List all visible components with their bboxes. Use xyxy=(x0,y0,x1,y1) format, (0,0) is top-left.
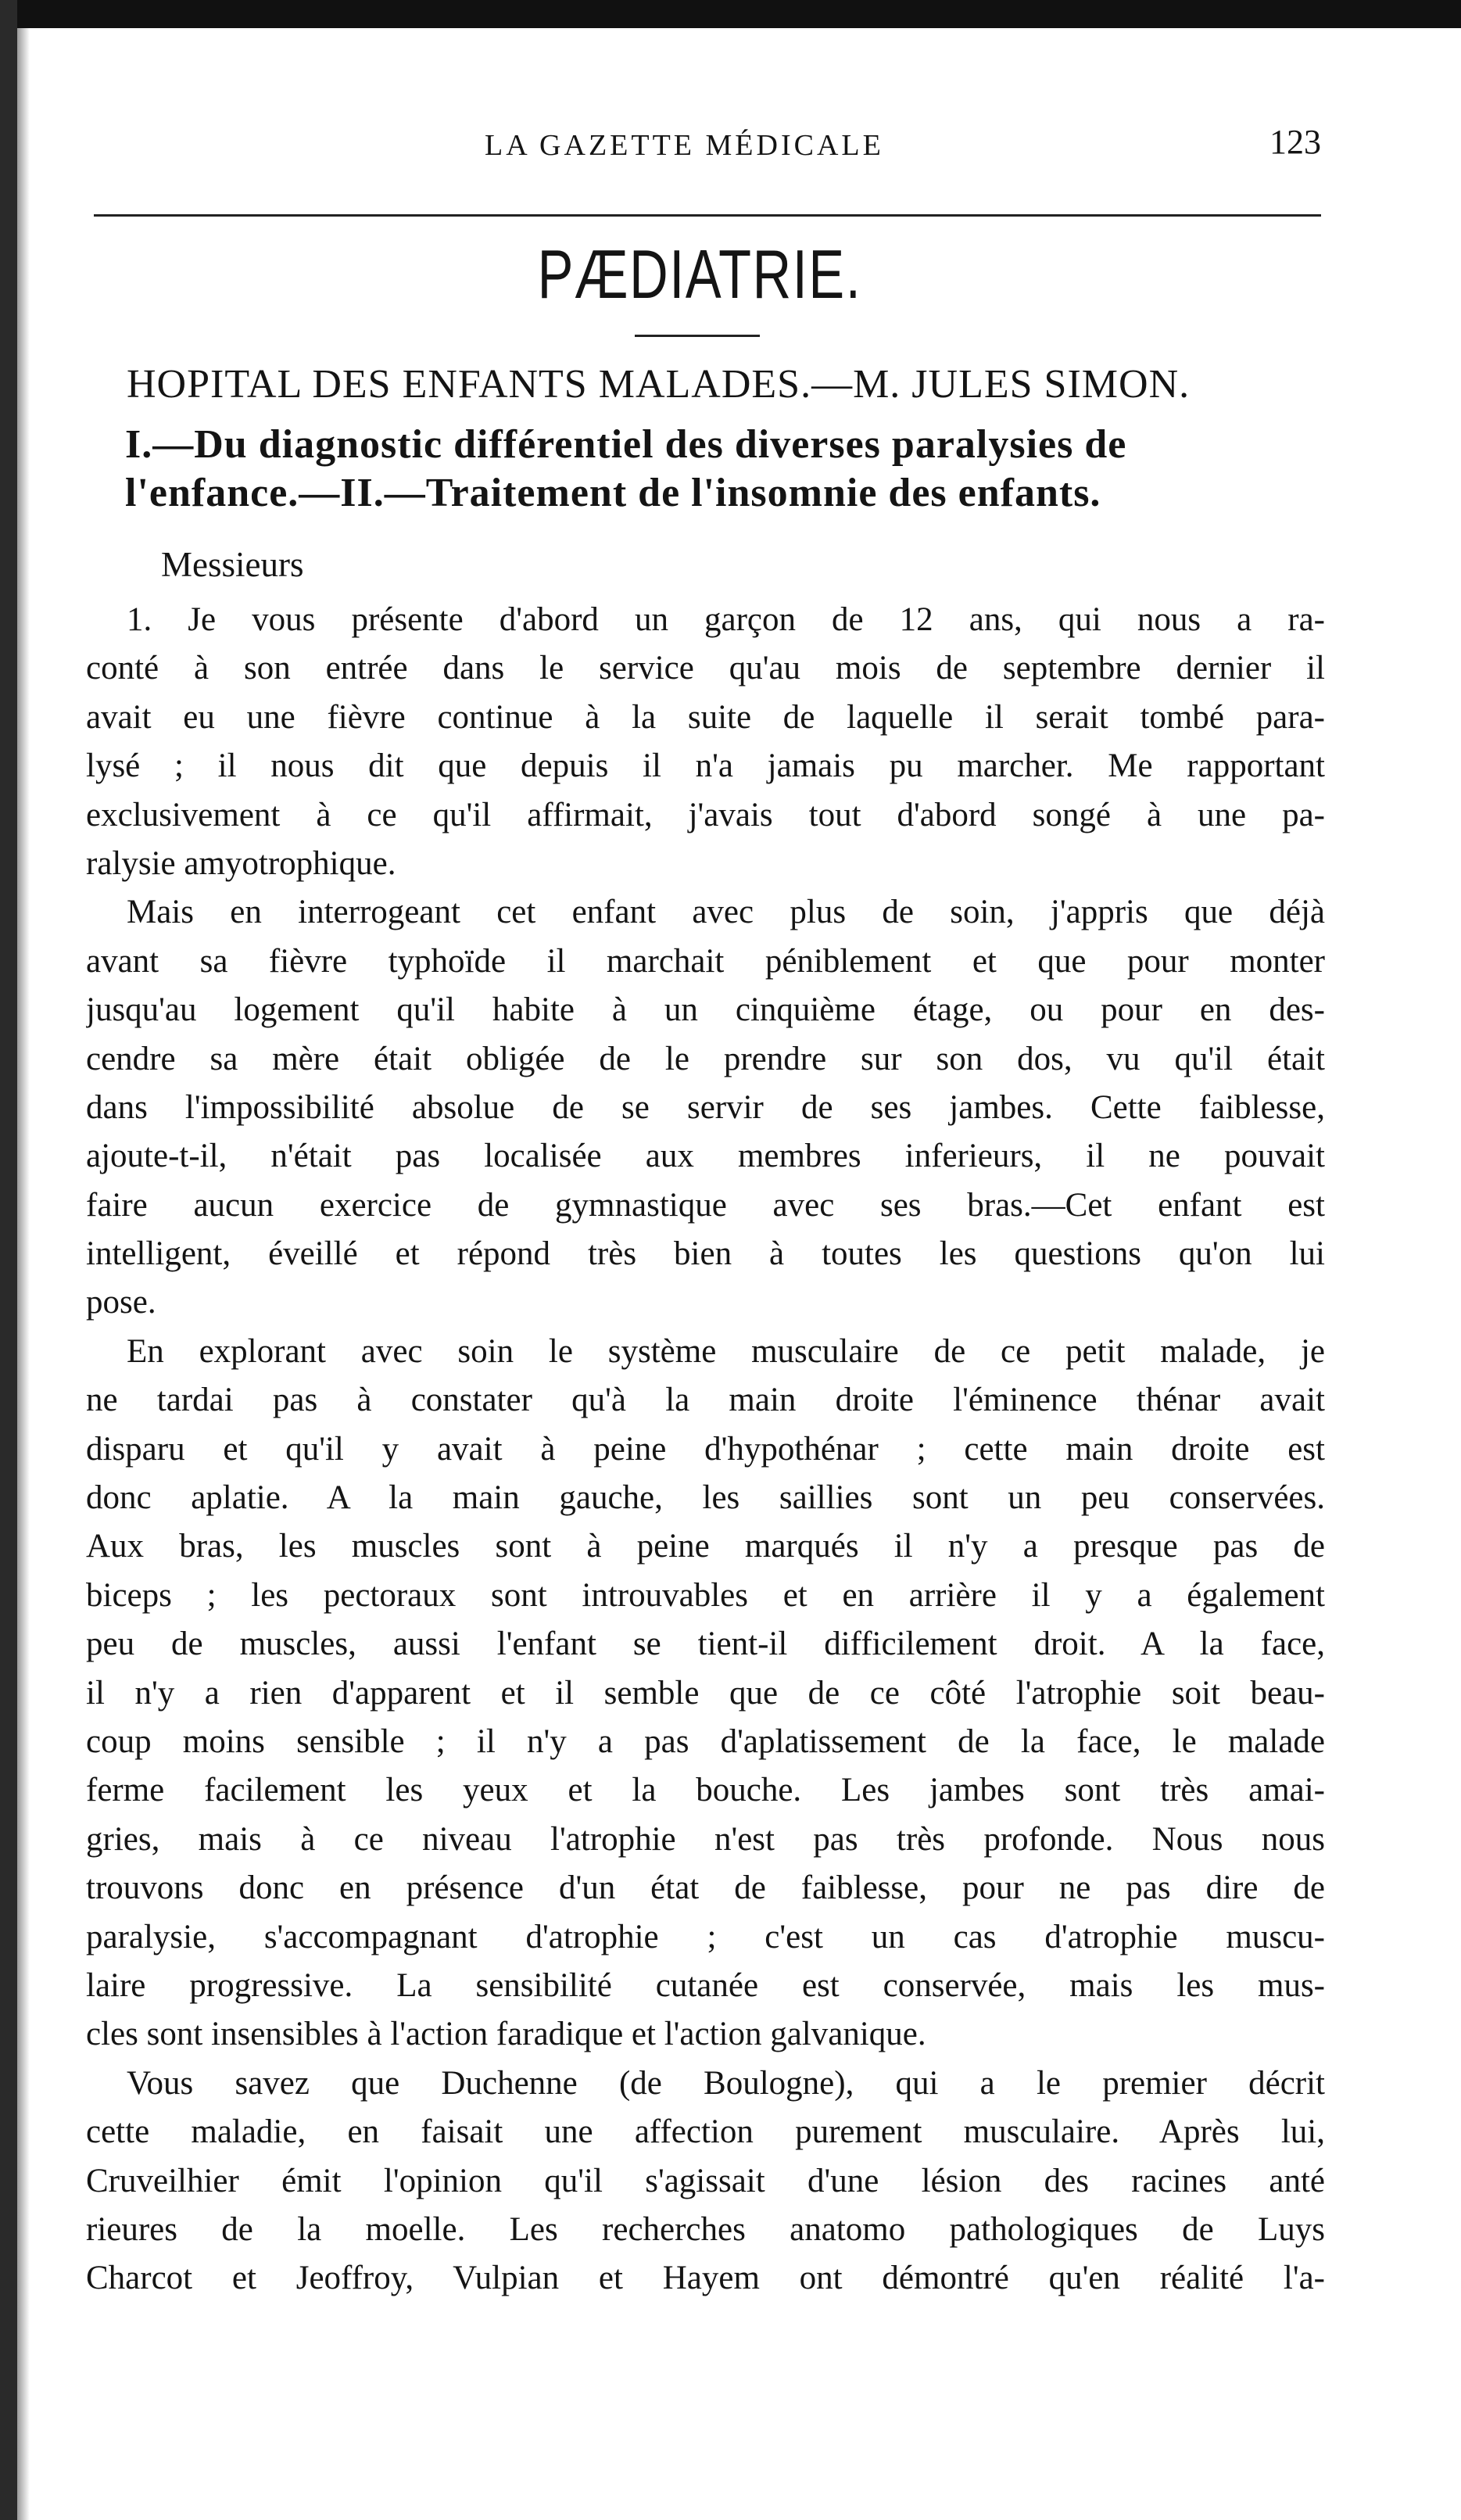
text-line: gries, mais à ce niveau l'atrophie n'est pas très profonde. Nous nous xyxy=(86,1820,1325,1858)
text-line: ferme facilement les yeux et la bouche. Les jambes sont très amai- xyxy=(86,1772,1325,1809)
text-line: ajoute-t-il, n'était pas localisée aux membres inferieurs, il ne pouvait xyxy=(86,1138,1325,1175)
scan-shadow-left xyxy=(17,28,30,2520)
text-line: il n'y a rien d'apparent et il semble que de ce côté l'atrophie soit beau- xyxy=(86,1674,1325,1712)
document-page xyxy=(78,0,1325,2520)
text-line: Aux bras, les muscles sont à peine marqués il n'y a presque pas de xyxy=(86,1528,1325,1565)
lecture-heading-line-1: I.—Du diagnostic différentiel des diverses paralysies de xyxy=(125,422,1127,467)
text-line: Mais en interrogeant cet enfant avec plus de soin, j'appris que déjà xyxy=(127,894,1325,931)
text-line: 1. Je vous présente d'abord un garçon de 12 ans, qui nous a ra- xyxy=(127,601,1325,638)
section-title: PÆDIATRIE. xyxy=(537,235,862,313)
text-line: ne tardai pas à constater qu'à la main droite l'éminence thénar avait xyxy=(86,1382,1325,1419)
hospital-line: HOPITAL DES ENFANTS MALADES.—M. JULES SIMON. xyxy=(127,362,1191,407)
text-line: dans l'impossibilité absolue de se servir de ses jambes. Cette faiblesse, xyxy=(86,1088,1325,1126)
page-number: 123 xyxy=(1269,123,1321,161)
text-line: cles sont insensibles à l'action faradique et l'action galvanique. xyxy=(86,2016,926,2053)
text-line: donc aplatie. A la main gauche, les saillies sont un peu conservées. xyxy=(86,1479,1325,1517)
text-line: jusqu'au logement qu'il habite à un cinquième étage, ou pour en des- xyxy=(86,991,1325,1029)
text-line: peu de muscles, aussi l'enfant se tient-il difficilement droit. A la face, xyxy=(86,1626,1325,1663)
lecture-heading-line-2: l'enfance.—II.—Traitement de l'insomnie des enfants. xyxy=(125,471,1101,515)
text-line: paralysie, s'accompagnant d'atrophie ; c'est un cas d'atrophie muscu- xyxy=(86,1918,1325,1955)
text-line: pose. xyxy=(86,1284,156,1321)
lecture-heading xyxy=(125,421,1313,518)
text-line: En explorant avec soin le système musculaire de ce petit malade, je xyxy=(127,1332,1325,1370)
text-line: intelligent, éveillé et répond très bien à toutes les questions qu'on lui xyxy=(86,1235,1325,1273)
text-line: rieures de la moelle. Les recherches anatomo pathologiques de Luys xyxy=(86,2210,1325,2248)
salutation: Messieurs xyxy=(161,545,304,584)
text-line: avant sa fièvre typhoïde il marchait péniblement et que pour monter xyxy=(86,942,1325,980)
text-line: faire aucun exercice de gymnastique avec ses bras.—Cet enfant est xyxy=(86,1186,1325,1224)
text-line: conté à son entrée dans le service qu'au mois de septembre dernier il xyxy=(86,650,1325,687)
text-line: cette maladie, en faisait une affection purement musculaire. Après lui, xyxy=(86,2113,1325,2151)
text-line: exclusivement à ce qu'il affirmait, j'avais tout d'abord songé à une pa- xyxy=(86,796,1325,833)
text-line: ralysie amyotrophique. xyxy=(86,844,396,882)
header-rule xyxy=(94,214,1321,217)
text-line: Vous savez que Duchenne (de Boulogne), qui a le premier décrit xyxy=(127,2064,1325,2102)
text-line: biceps ; les pectoraux sont introuvables et en arrière il y a également xyxy=(86,1576,1325,1614)
text-line: laire progressive. La sensibilité cutanée est conservée, mais les mus- xyxy=(86,1966,1325,2004)
text-line: disparu et qu'il y avait à peine d'hypothénar ; cette main droite est xyxy=(86,1430,1325,1468)
text-line: trouvons donc en présence d'un état de faiblesse, pour ne pas dire de xyxy=(86,1869,1325,1907)
text-line: lysé ; il nous dit que depuis il n'a jamais pu marcher. Me rapportant xyxy=(86,747,1325,785)
text-line: Cruveilhier émit l'opinion qu'il s'agissait d'une lésion des racines anté xyxy=(86,2162,1325,2199)
title-rule xyxy=(635,335,760,337)
body-text xyxy=(86,596,1325,2303)
text-line: coup moins sensible ; il n'y a pas d'aplatissement de la face, le malade xyxy=(86,1722,1325,1760)
journal-title: LA GAZETTE MÉDICALE xyxy=(485,129,884,162)
text-line: avait eu une fièvre continue à la suite de laquelle il serait tombé para- xyxy=(86,698,1325,736)
text-line: cendre sa mère était obligée de le prendre sur son dos, vu qu'il était xyxy=(86,1040,1325,1077)
text-line: Charcot et Jeoffroy, Vulpian et Hayem ont démontré qu'en réalité l'a- xyxy=(86,2260,1325,2297)
running-head xyxy=(78,122,1321,169)
scan-border-left xyxy=(0,0,17,2520)
